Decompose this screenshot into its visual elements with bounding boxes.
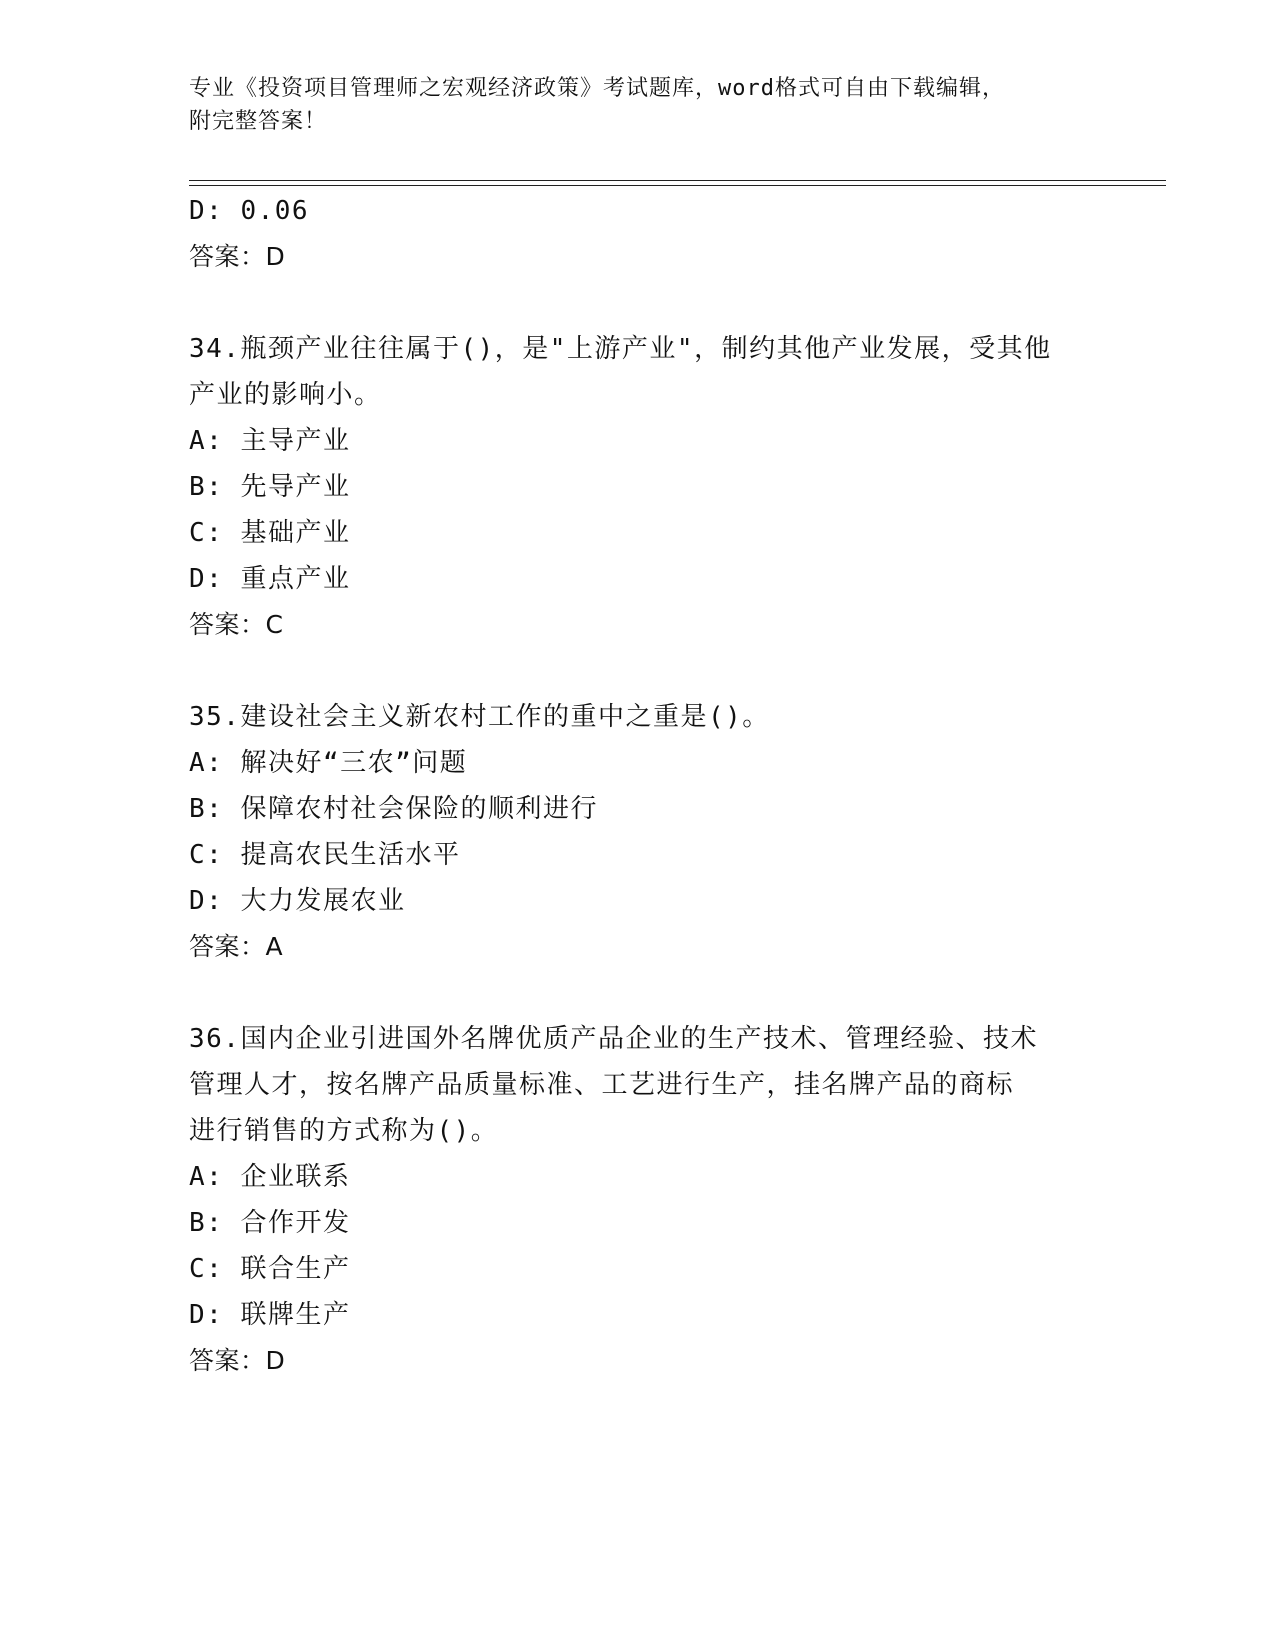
option-c: C: 提高农民生活水平 <box>189 840 461 870</box>
question-stem: 35.建设社会主义新农村工作的重中之重是()。 <box>189 702 770 732</box>
header-line-1: 专业《投资项目管理师之宏观经济政策》考试题库，word格式可自由下载编辑， <box>189 76 1005 101</box>
option-b: B: 保障农村社会保险的顺利进行 <box>189 794 598 824</box>
question-stem: 34.瓶颈产业往往属于()，是"上游产业"，制约其他产业发展，受其他 <box>189 334 1052 364</box>
question-stem: 36.国内企业引进国外名牌优质产品企业的生产技术、管理经验、技术 <box>189 1024 1038 1054</box>
option-a: A: 企业联系 <box>189 1162 351 1192</box>
answer: 答案：A <box>189 932 284 961</box>
option-b: B: 合作开发 <box>189 1208 351 1238</box>
question-36 <box>189 1016 1089 1384</box>
document-header <box>189 72 1089 138</box>
spacer <box>189 648 1089 694</box>
option-a: A: 解决好“三农”问题 <box>189 748 468 778</box>
option-d: D: 重点产业 <box>189 564 351 594</box>
option-c: C: 基础产业 <box>189 518 351 548</box>
question-stem: 进行销售的方式称为()。 <box>189 1116 499 1146</box>
option-d: D: 大力发展农业 <box>189 886 406 916</box>
prev-option-d: D: 0.06 <box>189 196 310 226</box>
question-stem: 管理人才，按名牌产品质量标准、工艺进行生产，挂名牌产品的商标 <box>189 1070 1015 1100</box>
option-a: A: 主导产业 <box>189 426 351 456</box>
spacer <box>189 280 1089 326</box>
prev-answer: 答案：D <box>189 242 286 271</box>
question-list <box>189 188 1089 1384</box>
option-d: D: 联牌生产 <box>189 1300 351 1330</box>
question-stem: 产业的影响小。 <box>189 380 382 410</box>
header-line-2: 附完整答案！ <box>189 109 328 134</box>
answer: 答案：D <box>189 1346 286 1375</box>
option-c: C: 联合生产 <box>189 1254 351 1284</box>
spacer <box>189 970 1089 1016</box>
header-divider <box>189 180 1166 186</box>
question-35 <box>189 694 1089 970</box>
question-34 <box>189 326 1089 648</box>
answer: 答案：C <box>189 610 284 639</box>
option-b: B: 先导产业 <box>189 472 351 502</box>
